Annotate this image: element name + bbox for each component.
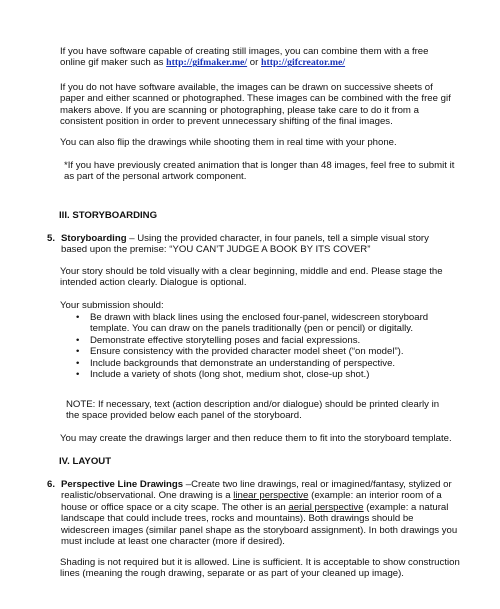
perspective-description [61,479,459,547]
aerial-perspective-term: aerial perspective [288,501,364,513]
list-item: • Be drawn with black lines using the enclosed four-panel, widescreen storyboard template. You can draw on the panels traditionally (pen or pencil) or digitally. [76,312,456,335]
storyboarding-clear-paragraph: Your story should be told visually with a clear beginning, middle and end. Please stage the intended action clearly. Dialogue is optional. [60,266,443,289]
intro-no-software-paragraph: If you do not have software available, the images can be drawn on successive sheets of paper and either scanned or photographed. These images can be combined with the free gif makers above. If you are scanning or photographing, please take care to do it from a consistent position in order to prevent unnecessary shifting of the final images. [60,82,451,128]
linear-perspective-term: linear perspective [233,490,309,502]
perspective-text-1: –Create two line drawings, real or imagined/fantasy, stylized or realistic/observational. One drawing is a [61,479,452,502]
item-number-6: 6. [47,479,56,490]
gifmaker-link[interactable]: http://gifmaker.me/ [166,57,248,69]
list-item: • Include a variety of shots (long shot, medium shot, close-up shot.) [76,369,456,380]
storyboard-note: NOTE: If necessary, text (action description and/or dialogue) should be printed clearly in the space provided below each panel of the storyboard. [66,399,440,422]
gifcreator-link[interactable]: http://gifcreator.me/ [261,57,346,69]
list-item: • Ensure consistency with the provided character model sheet (“on model”). [76,346,456,357]
perspective-title: Perspective Line Drawings [61,479,184,490]
shading-paragraph: Shading is not required but it is allowed. Line is sufficient. It is acceptable to show construction lines (meaning the rough drawing, separate or as part of your cleaned up image). [60,557,460,580]
item-number-5: 5. [47,233,56,244]
storyboarding-title: Storyboarding [61,233,127,244]
intro-gif-paragraph [60,46,440,69]
storyboarding-item [47,233,467,256]
intro-flip-paragraph: You can also flip the drawings while shooting them in real time with your phone. [60,137,397,148]
intro-gif-text: If you have software capable of creating still images, you can combine them with a free online gif maker such as [60,46,429,69]
submission-requirements-list [76,312,456,380]
section-heading-layout: IV. LAYOUT [59,456,112,467]
or-word: or [247,57,261,69]
perspective-text-2: (example: an interior room of a house or office space or a city scape. The other is an [61,490,442,513]
list-item: • Include backgrounds that demonstrate an understanding of perspective. [76,358,456,369]
perspective-text-3: (example: a natural landscape that could include trees, rocks and mountains). Both drawings should be widescreen images (similar panel shape as the storyboard assignment). In both drawings you must include at least one character (more if desired). [61,501,458,548]
storyboard-reduce-paragraph: You may create the drawings larger and then reduce them to fit into the storyboard template. [60,433,452,444]
intro-previous-animation-note: *If you have previously created animation that is longer than 48 images, feel free to submit it as part of the personal artwork component. [64,160,455,183]
list-item: • Demonstrate effective storytelling poses and facial expressions. [76,335,456,346]
storyboarding-premise: – Using the provided character, in four panels, tell a simple visual story based upon the premise: “YOU CAN’T JUDGE A BOOK BY ITS COVER” [61,233,429,256]
perspective-item [47,479,467,547]
section-heading-storyboarding: III. STORYBOARDING [59,210,158,221]
submission-should-label: Your submission should: [60,300,164,311]
storyboarding-description [61,233,457,256]
